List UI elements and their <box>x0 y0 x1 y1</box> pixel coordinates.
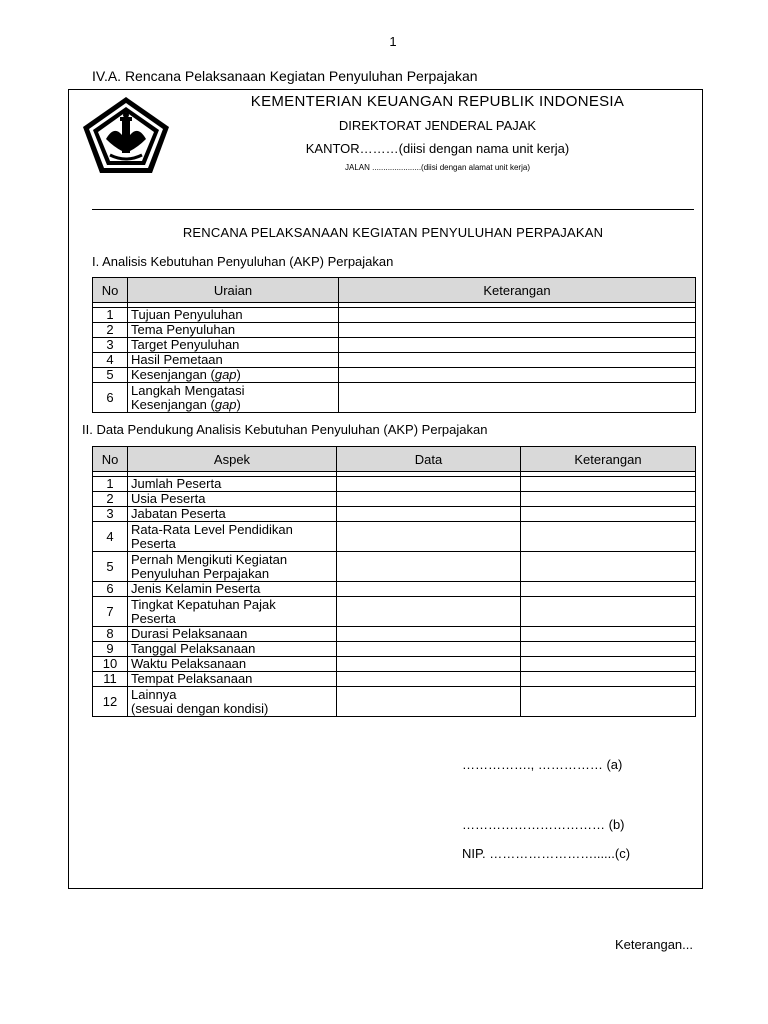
row-number: 8 <box>93 627 128 642</box>
row-keterangan-cell[interactable] <box>521 672 696 687</box>
signature-name: …………………………… (b) <box>462 817 625 832</box>
table-row <box>93 642 696 657</box>
row-aspect-line1: Durasi Pelaksanaan <box>131 626 248 641</box>
row-number: 11 <box>93 672 128 687</box>
section-1-title: I. Analisis Kebutuhan Penyuluhan (AKP) Perpajakan <box>92 254 394 269</box>
table-row <box>93 552 696 582</box>
row-aspect <box>128 672 337 687</box>
table-row <box>93 492 696 507</box>
row-label-end: ) <box>236 396 241 412</box>
row-number: 3 <box>93 507 128 522</box>
row-aspect-line1: Jabatan Peserta <box>131 506 226 521</box>
street-line: JALAN ......................(diisi dengan alamat unit kerja) <box>345 163 530 172</box>
row-keterangan-cell[interactable] <box>521 627 696 642</box>
section-2-title: II. Data Pendukung Analisis Kebutuhan Penyuluhan (AKP) Perpajakan <box>82 422 488 437</box>
row-keterangan-cell[interactable] <box>521 657 696 672</box>
signature-place-date: ……………., …………… (a) <box>462 757 623 772</box>
column-header-no: No <box>93 278 128 303</box>
row-aspect-line2: Peserta <box>131 535 176 551</box>
row-keterangan-cell[interactable] <box>521 687 696 717</box>
table-row <box>93 672 696 687</box>
table-row <box>93 368 696 383</box>
row-label-text: Kesenjangan ( <box>131 367 215 382</box>
row-label-italic: gap <box>214 396 237 412</box>
row-keterangan-cell[interactable] <box>339 308 696 323</box>
row-aspect <box>128 522 337 552</box>
column-header-uraian: Uraian <box>128 278 339 303</box>
row-keterangan-cell[interactable] <box>521 642 696 657</box>
row-data-cell[interactable] <box>337 552 521 582</box>
row-keterangan-cell[interactable] <box>521 522 696 552</box>
column-header-aspek: Aspek <box>128 447 337 472</box>
row-number: 12 <box>93 687 128 717</box>
row-number: 4 <box>93 522 128 552</box>
row-aspect <box>128 507 337 522</box>
row-label <box>128 383 339 413</box>
table-row <box>93 338 696 353</box>
row-aspect-line1: Waktu Pelaksanaan <box>131 656 247 671</box>
row-label: Tujuan Penyuluhan <box>128 308 339 323</box>
form-title: RENCANA PELAKSANAAN KEGIATAN PENYULUHAN PERPAJAKAN <box>182 225 604 240</box>
row-keterangan-cell[interactable] <box>521 597 696 627</box>
page-number: 1 <box>389 34 397 49</box>
row-number: 6 <box>93 582 128 597</box>
row-aspect-line2: Penyuluhan Perpajakan <box>131 565 270 581</box>
row-aspect-line1: Jumlah Peserta <box>131 476 222 491</box>
row-keterangan-cell[interactable] <box>521 582 696 597</box>
row-keterangan-cell[interactable] <box>339 338 696 353</box>
ministry-emblem-icon <box>80 95 172 175</box>
row-keterangan-cell[interactable] <box>521 492 696 507</box>
footer-note: Keterangan... <box>614 937 693 952</box>
row-data-cell[interactable] <box>337 597 521 627</box>
row-label-line2: Kesenjangan ( <box>131 396 215 412</box>
row-aspect <box>128 657 337 672</box>
row-aspect-line1: Pernah Mengikuti Kegiatan <box>131 551 288 567</box>
row-label: Hasil Pemetaan <box>128 353 339 368</box>
row-aspect-line1: Tanggal Pelaksanaan <box>131 641 256 656</box>
row-keterangan-cell[interactable] <box>339 323 696 338</box>
row-number: 5 <box>93 552 128 582</box>
row-keterangan-cell[interactable] <box>339 383 696 413</box>
row-keterangan-cell[interactable] <box>521 507 696 522</box>
row-aspect-line1: Jenis Kelamin Peserta <box>131 581 261 596</box>
row-aspect <box>128 582 337 597</box>
table-row <box>93 657 696 672</box>
row-data-cell[interactable] <box>337 672 521 687</box>
row-aspect-line2: Peserta <box>131 610 176 626</box>
row-aspect <box>128 552 337 582</box>
header-divider <box>92 209 694 210</box>
row-aspect-line1: Tempat Pelaksanaan <box>131 671 253 686</box>
support-table-body <box>93 477 696 717</box>
row-number: 5 <box>93 368 128 383</box>
table-row <box>93 383 696 413</box>
row-number: 7 <box>93 597 128 627</box>
row-data-cell[interactable] <box>337 507 521 522</box>
row-keterangan-cell[interactable] <box>521 552 696 582</box>
table-row <box>93 597 696 627</box>
row-aspect-line1: Tingkat Kepatuhan Pajak <box>131 596 276 612</box>
column-header-no: No <box>93 447 128 472</box>
column-header-keterangan: Keterangan <box>339 278 696 303</box>
row-number: 10 <box>93 657 128 672</box>
column-header-keterangan: Keterangan <box>521 447 696 472</box>
table-header-row <box>93 278 696 303</box>
ministry-name: KEMENTERIAN KEUANGAN REPUBLIK INDONESIA <box>250 93 625 110</box>
row-number: 6 <box>93 383 128 413</box>
row-data-cell[interactable] <box>337 522 521 552</box>
table-row <box>93 477 696 492</box>
row-data-cell[interactable] <box>337 492 521 507</box>
row-number: 1 <box>93 308 128 323</box>
row-number: 9 <box>93 642 128 657</box>
row-number: 2 <box>93 323 128 338</box>
row-data-cell[interactable] <box>337 627 521 642</box>
row-aspect <box>128 687 337 717</box>
table-row <box>93 627 696 642</box>
row-label-line1: Langkah Mengatasi <box>131 382 245 398</box>
table-row <box>93 522 696 552</box>
row-data-cell[interactable] <box>337 477 521 492</box>
row-label: Target Penyuluhan <box>128 338 339 353</box>
document-title: IV.A. Rencana Pelaksanaan Kegiatan Penyuluhan Perpajakan <box>92 68 478 84</box>
directorate-name: DIREKTORAT JENDERAL PAJAK <box>338 118 537 133</box>
akp-analysis-table <box>92 277 696 413</box>
row-number: 2 <box>93 492 128 507</box>
row-label <box>128 368 339 383</box>
row-aspect <box>128 597 337 627</box>
table-row <box>93 323 696 338</box>
row-aspect-line1: Lainnya <box>131 686 177 702</box>
row-number: 4 <box>93 353 128 368</box>
row-aspect-line1: Usia Peserta <box>131 491 206 506</box>
row-data-cell[interactable] <box>337 657 521 672</box>
row-number: 3 <box>93 338 128 353</box>
column-header-data: Data <box>337 447 521 472</box>
table-row <box>93 687 696 717</box>
table-row <box>93 308 696 323</box>
table-row <box>93 507 696 522</box>
table-row <box>93 353 696 368</box>
row-keterangan-cell[interactable] <box>521 477 696 492</box>
office-line: KANTOR………(diisi dengan nama unit kerja) <box>305 141 570 156</box>
row-aspect <box>128 642 337 657</box>
row-number: 1 <box>93 477 128 492</box>
row-aspect-line2: (sesuai dengan kondisi) <box>131 700 269 716</box>
row-label: Tema Penyuluhan <box>128 323 339 338</box>
row-data-cell[interactable] <box>337 687 521 717</box>
row-label-end: ) <box>236 367 241 382</box>
row-aspect <box>128 627 337 642</box>
signature-nip: NIP. ……………………......(c) <box>462 846 631 861</box>
table-row <box>93 582 696 597</box>
row-keterangan-cell[interactable] <box>339 368 696 383</box>
row-aspect <box>128 492 337 507</box>
row-aspect <box>128 477 337 492</box>
akp-support-data-table <box>92 446 696 717</box>
row-label-italic: gap <box>214 367 237 382</box>
row-data-cell[interactable] <box>337 642 521 657</box>
row-data-cell[interactable] <box>337 582 521 597</box>
row-aspect-line1: Rata-Rata Level Pendidikan <box>131 521 293 537</box>
table-header-row <box>93 447 696 472</box>
row-keterangan-cell[interactable] <box>339 353 696 368</box>
